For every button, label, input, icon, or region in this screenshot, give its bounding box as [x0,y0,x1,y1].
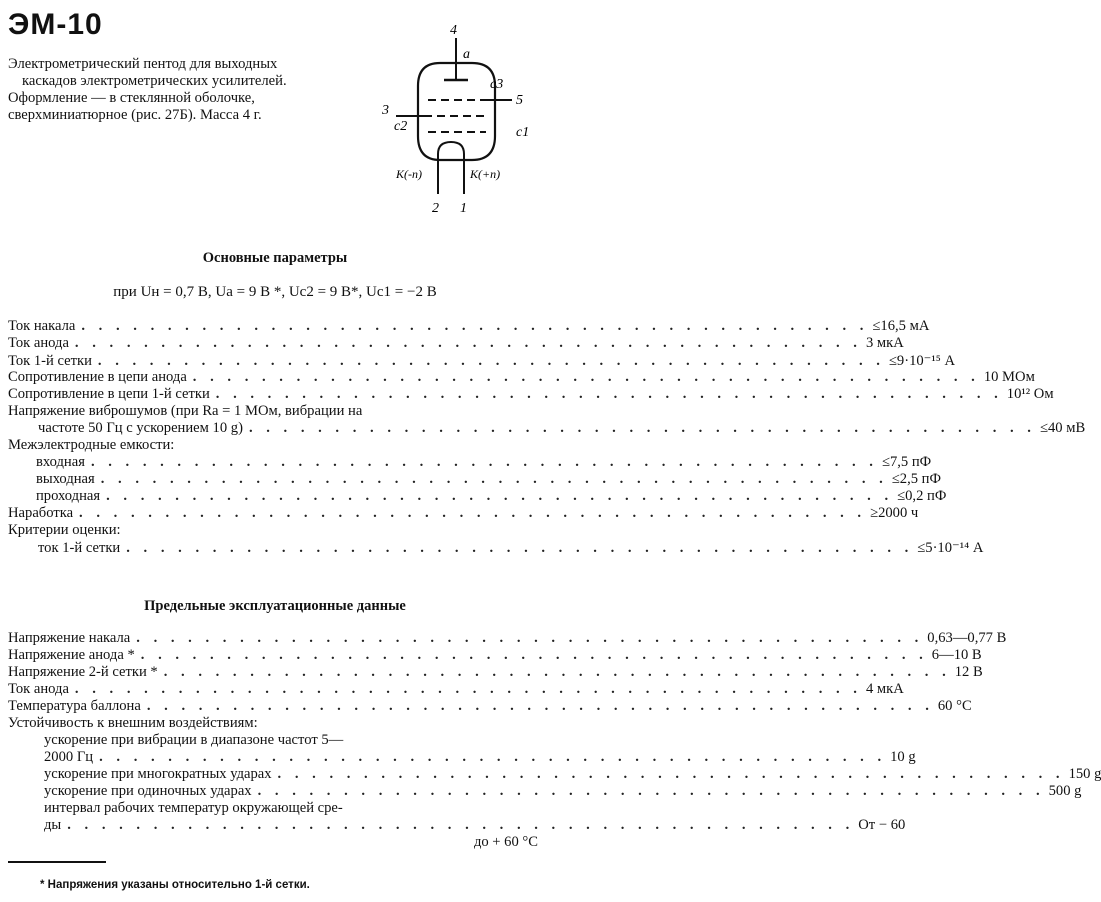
cathode-plus-label: К(+п) [470,167,501,181]
param-label: Напряжение виброшумов (при Rа = 1 МОм, вибрации на [8,403,363,419]
intro-line: сверхминиатюрное (рис. 27Б). Масса 4 г. [8,107,262,123]
limit-label: интервал рабочих температур окружающей сре- [44,800,343,816]
limit-value: 500 g [1048,783,1082,799]
limit-label: ускорение при вибрации в диапазоне частот 5— [44,732,344,748]
limit-value: 150 g [1068,766,1101,782]
limit-label: Напряжение 2-й сетки * [8,664,158,680]
section-heading-main-params: Основные параметры [202,250,348,266]
param-row: Сопротивление в цепи анода . . . . . . . . . . . . . . . . . . . . . . . . . . . . . . . . . . . . . . . . . . . . . . 10 МОм [8,369,1035,385]
anode-label: а [463,47,470,62]
param-value: ≤5·10⁻¹⁴ А [917,540,984,556]
param-value: ≥2000 ч [870,505,919,521]
param-row: выходная . . . . . . . . . . . . . . . . . . . . . . . . . . . . . . . . . . . . . . . . . . . . . . ≤2,5 пФ [36,471,942,487]
footnote: * Напряжения указаны относительно 1-й сетки. [40,879,310,891]
param-label: Наработка [8,505,74,521]
param-label: Межэлектродные емкости: [8,437,175,453]
param-label: выходная [36,471,95,487]
param-row: Ток 1-й сетки . . . . . . . . . . . . . . . . . . . . . . . . . . . . . . . . . . . . . . . . . . . . . . ≤9·10⁻¹⁵ А [8,353,956,369]
param-row: проходная . . . . . . . . . . . . . . . . . . . . . . . . . . . . . . . . . . . . . . . . . . . . . . ≤0,2 пФ [36,488,947,504]
footnote-divider [8,861,106,863]
param-row: входная . . . . . . . . . . . . . . . . . . . . . . . . . . . . . . . . . . . . . . . . . . . . . . ≤7,5 пФ [36,454,932,470]
limit-label: ускорение при многократных ударах [44,766,272,782]
limit-row: ускорение при одиночных ударах . . . . . . . . . . . . . . . . . . . . . . . . . . . . . . . . . . . . . . . . . . . . . . 500 g [44,783,1082,799]
limit-row: ды . . . . . . . . . . . . . . . . . . . . . . . . . . . . . . . . . . . . . . . . . . . . . . От − 60 [44,817,906,833]
limit-row [8,834,538,851]
page-title: ЭМ-10 [8,8,103,41]
limit-row: 2000 Гц . . . . . . . . . . . . . . . . . . . . . . . . . . . . . . . . . . . . . . . . . . . . . . 10 g [44,749,916,765]
limit-params-list [8,630,1101,851]
limit-value: 10 g [890,749,916,765]
param-row: частоте 50 Гц с ускорением 10 g) . . . . . . . . . . . . . . . . . . . . . . . . . . . . . . . . . . . . . . . . . . . . . . ≤40 мВ [38,420,1086,436]
param-value: ≤9·10⁻¹⁵ А [888,353,956,369]
limit-row: Напряжение анода * . . . . . . . . . . . . . . . . . . . . . . . . . . . . . . . . . . . . . . . . . . . . . . 6—10 В [8,647,982,663]
param-value: 10¹² Ом [1006,386,1054,402]
limit-label: Ток анода [8,681,69,697]
limit-label: Напряжение анода * [8,647,135,663]
param-label: Ток анода [8,335,69,351]
param-value: ≤7,5 пФ [881,454,932,470]
param-label: проходная [36,488,101,504]
intro-line: Оформление — в стеклянной оболочке, [8,90,255,106]
grid2-label: c2 [394,119,408,134]
measurement-conditions: при Uн = 0,7 В, Uа = 9 В *, Uс2 = 9 В*, Uс1 = −2 В [113,284,437,300]
limit-label: Напряжение накала [8,630,131,646]
param-row: ток 1-й сетки . . . . . . . . . . . . . . . . . . . . . . . . . . . . . . . . . . . . . . . . . . . . . . ≤5·10⁻¹⁴ А [38,540,984,556]
limit-row: Ток анода . . . . . . . . . . . . . . . . . . . . . . . . . . . . . . . . . . . . . . . . . . . . . . 4 мкА [8,681,904,697]
param-row: Сопротивление в цепи 1-й сетки . . . . . . . . . . . . . . . . . . . . . . . . . . . . . . . . . . . . . . . . . . . . . . 10¹² Ом [8,386,1054,402]
limit-row: Напряжение 2-й сетки * . . . . . . . . . . . . . . . . . . . . . . . . . . . . . . . . . . . . . . . . . . . . . . 12 В [8,664,983,680]
section-heading-limits: Предельные эксплуатационные данные [144,598,406,614]
tube-pinout-diagram [360,18,535,218]
main-params-list [8,318,1086,556]
param-value: ≤40 мВ [1039,420,1086,436]
intro-paragraph [8,56,353,124]
param-label: Критерии оценки: [8,522,121,538]
intro-line: каскадов электрометрических усилителей. [22,73,287,89]
param-label: Сопротивление в цепи анода [8,369,187,385]
pin-2-label: 2 [432,201,439,216]
grid1-label: c1 [516,125,530,140]
limit-value: 0,63—0,77 В [927,630,1007,646]
pin-1-label: 1 [460,201,467,216]
limit-value: 4 мкА [865,681,904,697]
param-value: ≤2,5 пФ [891,471,942,487]
cathode-minus-label: К(-п) [396,167,422,181]
limit-label: Устойчивость к внешним воздействиям: [8,715,258,731]
param-value: ≤0,2 пФ [897,488,947,504]
param-value: 3 мкА [865,335,904,351]
param-label: Ток накала [8,318,76,334]
limit-row: ускорение при многократных ударах . . . . . . . . . . . . . . . . . . . . . . . . . . . . . . . . . . . . . . . . . . . . . . 150 g [44,766,1101,782]
param-label: ток 1-й сетки [38,540,121,556]
param-value: 10 МОм [983,369,1035,385]
intro-line: Электрометрический пентод для выходных [8,56,278,72]
limit-label: Температура баллона [8,698,141,714]
param-label: Сопротивление в цепи 1-й сетки [8,386,210,402]
param-value: ≤16,5 мА [872,318,930,334]
param-row: Наработка . . . . . . . . . . . . . . . . . . . . . . . . . . . . . . . . . . . . . . . . . . . . . . ≥2000 ч [8,505,919,521]
param-label: Ток 1-й сетки [8,353,92,369]
limit-value: 60 °С [937,698,972,714]
limit-row: Напряжение накала . . . . . . . . . . . . . . . . . . . . . . . . . . . . . . . . . . . . . . . . . . . . . . 0,63—0,77 В [8,630,1007,646]
limit-label: 2000 Гц [44,749,94,765]
limit-value: 6—10 В [931,647,982,663]
limit-value: 12 В [954,664,983,680]
limit-label: ускорение при одиночных ударах [44,783,252,799]
limit-value: до + 60 °С [473,834,538,850]
param-label: входная [36,454,85,470]
pin-3-label: 3 [382,103,389,118]
limit-row: Температура баллона . . . . . . . . . . . . . . . . . . . . . . . . . . . . . . . . . . . . . . . . . . . . . . 60 °С [8,698,972,714]
grid3-label: c3 [490,77,504,92]
limit-value: От − 60 [858,817,906,833]
limit-label: ды [44,817,62,833]
pin-4-label: 4 [450,23,457,38]
param-label: частоте 50 Гц с ускорением 10 g) [38,420,243,436]
param-row: Ток анода . . . . . . . . . . . . . . . . . . . . . . . . . . . . . . . . . . . . . . . . . . . . . . 3 мкА [8,335,904,351]
param-row: Ток накала . . . . . . . . . . . . . . . . . . . . . . . . . . . . . . . . . . . . . . . . . . . . . . ≤16,5 мА [8,318,930,334]
pin-5-label: 5 [516,93,523,108]
